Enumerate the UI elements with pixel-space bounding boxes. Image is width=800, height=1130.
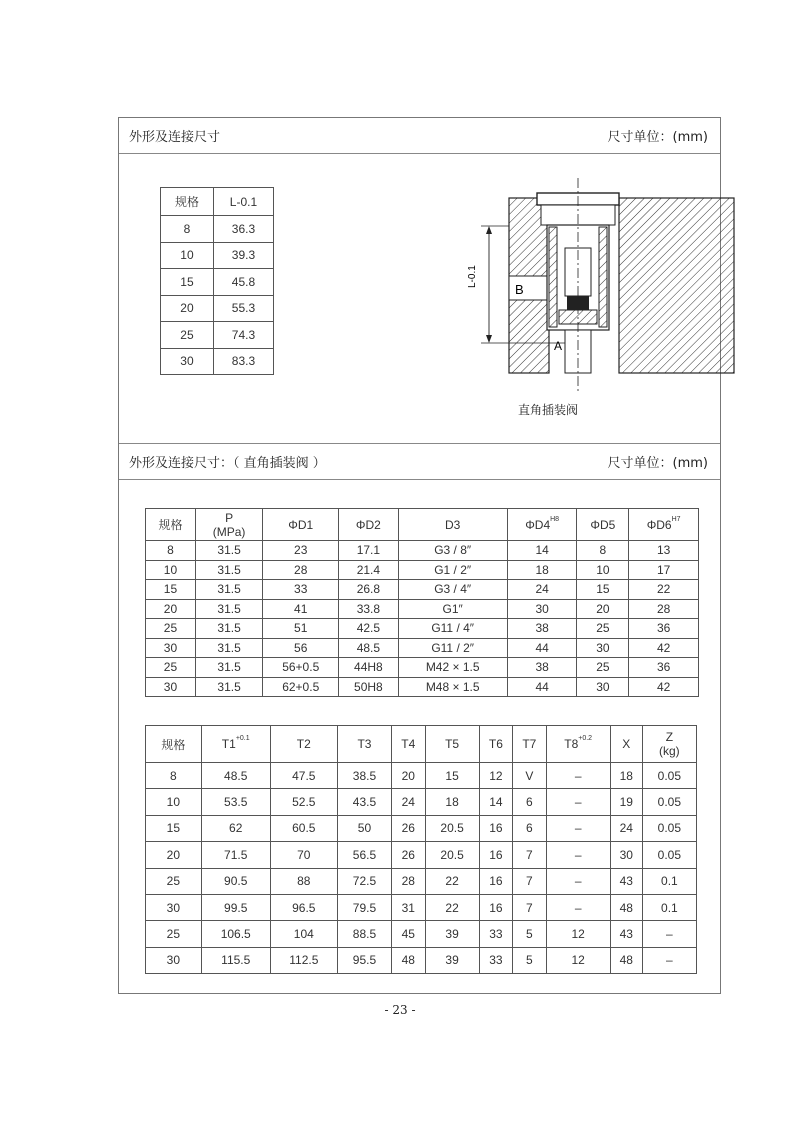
- col-header: D3: [398, 509, 507, 541]
- table-row: [146, 677, 699, 697]
- cell: 50H8: [339, 677, 398, 697]
- cell: 10: [146, 560, 196, 580]
- cell: 16: [479, 894, 512, 920]
- cell: 25: [146, 658, 196, 678]
- cell: G1 / 2″: [398, 560, 507, 580]
- cell: 38: [507, 619, 577, 639]
- cell: –: [546, 842, 610, 868]
- cell: 52.5: [270, 789, 337, 815]
- cell: 10: [161, 242, 214, 269]
- cell: 62+0.5: [263, 677, 339, 697]
- table-row: [146, 658, 699, 678]
- col-header: ΦD5: [577, 509, 629, 541]
- dimension-l-label: L-0.1: [467, 265, 478, 288]
- cell: 24: [507, 580, 577, 600]
- cell: 20: [577, 599, 629, 619]
- cell: 25: [146, 619, 196, 639]
- cell: 20: [146, 599, 196, 619]
- cell: 44H8: [339, 658, 398, 678]
- header-text: ΦD6: [646, 517, 672, 532]
- col-header: T3: [337, 726, 391, 763]
- cell: 30: [161, 348, 214, 375]
- cell: 0.05: [642, 842, 696, 868]
- header-tolerance: +0.2: [578, 735, 593, 742]
- section-title-2: 外形及连接尺寸：（ 直角插装阀 ）: [129, 456, 326, 471]
- cell: 38.5: [337, 763, 391, 789]
- table-row: [146, 599, 699, 619]
- cell: 33.8: [339, 599, 398, 619]
- header-text: T1: [221, 737, 236, 751]
- cell: 36: [629, 619, 699, 639]
- cell: 0.1: [642, 868, 696, 894]
- table-row: [146, 894, 697, 920]
- cell: 15: [577, 580, 629, 600]
- header-text: P: [225, 510, 234, 525]
- cell: 115.5: [201, 947, 270, 973]
- port-b-label: B: [515, 282, 524, 297]
- col-header: T5: [425, 726, 479, 763]
- cell: 33: [479, 921, 512, 947]
- cell: 20: [146, 842, 202, 868]
- unit-label-2: 尺寸单位：(mm): [607, 456, 708, 471]
- cell: 112.5: [270, 947, 337, 973]
- cell: 26: [392, 842, 425, 868]
- cell: 30: [146, 677, 196, 697]
- cell: 31.5: [195, 560, 262, 580]
- cell: G11 / 4″: [398, 619, 507, 639]
- col-header: T6: [479, 726, 512, 763]
- col-header: T7: [513, 726, 546, 763]
- cell: 79.5: [337, 894, 391, 920]
- cell: 22: [629, 580, 699, 600]
- col-header: 规格: [146, 726, 202, 763]
- header-text: ΦD4: [525, 517, 551, 532]
- cell: 22: [425, 868, 479, 894]
- cell: 56.5: [337, 842, 391, 868]
- cell: 25: [577, 619, 629, 639]
- cell: 48: [392, 947, 425, 973]
- cell: 0.05: [642, 815, 696, 841]
- table-row: [146, 868, 697, 894]
- cell: 33: [263, 580, 339, 600]
- cell: 104: [270, 921, 337, 947]
- cell: 25: [161, 322, 214, 349]
- table-row: [161, 216, 274, 243]
- cell: 8: [146, 763, 202, 789]
- table-row: [146, 580, 699, 600]
- cell: 17.1: [339, 541, 398, 561]
- table-row: [146, 638, 699, 658]
- cell: –: [546, 789, 610, 815]
- cell: M42 × 1.5: [398, 658, 507, 678]
- cell: 45: [392, 921, 425, 947]
- cell: –: [546, 894, 610, 920]
- cell: 47.5: [270, 763, 337, 789]
- cell: 12: [546, 921, 610, 947]
- cell: 7: [513, 894, 546, 920]
- page-frame: [118, 117, 721, 994]
- cell: 14: [479, 789, 512, 815]
- cell: 31: [392, 894, 425, 920]
- cell: 26.8: [339, 580, 398, 600]
- cell: 10: [577, 560, 629, 580]
- table-row: [146, 921, 697, 947]
- cell: –: [546, 868, 610, 894]
- header-tolerance: H7: [671, 515, 681, 523]
- cell: 45.8: [213, 269, 273, 296]
- col-header: [195, 509, 262, 541]
- cell: 48.5: [201, 763, 270, 789]
- cell: 39.3: [213, 242, 273, 269]
- cell: 43: [610, 921, 642, 947]
- cell: 31.5: [195, 580, 262, 600]
- cell: 28: [263, 560, 339, 580]
- cell: 99.5: [201, 894, 270, 920]
- header-tolerance: +0.1: [235, 735, 250, 742]
- cell: 30: [507, 599, 577, 619]
- cell: 43.5: [337, 789, 391, 815]
- cell: G1″: [398, 599, 507, 619]
- cell: 51: [263, 619, 339, 639]
- unit-label-1: 尺寸单位：(mm): [607, 130, 708, 145]
- table-row: [146, 789, 697, 815]
- table-row: [161, 269, 274, 296]
- cell: 8: [146, 541, 196, 561]
- cell: 30: [577, 677, 629, 697]
- cell: 0.1: [642, 894, 696, 920]
- header-text: T8: [564, 737, 579, 751]
- cell: 18: [507, 560, 577, 580]
- cell: 70: [270, 842, 337, 868]
- cell: 14: [507, 541, 577, 561]
- cell: 30: [146, 947, 202, 973]
- cell: 23: [263, 541, 339, 561]
- cell: 39: [425, 947, 479, 973]
- cell: 30: [146, 638, 196, 658]
- cell: 72.5: [337, 868, 391, 894]
- cell: 5: [513, 921, 546, 947]
- cell: 96.5: [270, 894, 337, 920]
- cell: 8: [577, 541, 629, 561]
- table-row: [146, 763, 697, 789]
- cell: 24: [610, 815, 642, 841]
- cell: 22: [425, 894, 479, 920]
- table-header-row: [161, 188, 274, 216]
- header-tolerance: H8: [550, 515, 560, 523]
- cell: 10: [146, 789, 202, 815]
- cell: 15: [161, 269, 214, 296]
- cell: 7: [513, 842, 546, 868]
- figure-caption: 直角插装阀: [518, 403, 579, 417]
- cell: 8: [161, 216, 214, 243]
- cell: 31.5: [195, 638, 262, 658]
- cell: 39: [425, 921, 479, 947]
- cell: 28: [392, 868, 425, 894]
- cell: 56+0.5: [263, 658, 339, 678]
- col-header: [546, 726, 610, 763]
- col-header: ΦD2: [339, 509, 398, 541]
- cell: 44: [507, 677, 577, 697]
- cell: 53.5: [201, 789, 270, 815]
- cell: 90.5: [201, 868, 270, 894]
- cell: 24: [392, 789, 425, 815]
- cell: 55.3: [213, 295, 273, 322]
- connection-dimension-table: [145, 508, 699, 697]
- col-header: 规格: [146, 509, 196, 541]
- cell: 56: [263, 638, 339, 658]
- table-row: [161, 348, 274, 375]
- cell: 31.5: [195, 541, 262, 561]
- col-header: [642, 726, 696, 763]
- col-header: [201, 726, 270, 763]
- cell: 5: [513, 947, 546, 973]
- cell: 31.5: [195, 677, 262, 697]
- cell: 0.05: [642, 763, 696, 789]
- cell: 36: [629, 658, 699, 678]
- cell: 18: [610, 763, 642, 789]
- cell: 42.5: [339, 619, 398, 639]
- port-a-label: A: [554, 339, 563, 353]
- cell: 48: [610, 947, 642, 973]
- table-row: [161, 322, 274, 349]
- table-header-row: [146, 726, 697, 763]
- cell: 20: [161, 295, 214, 322]
- cell: 31.5: [195, 599, 262, 619]
- table-row: [146, 947, 697, 973]
- header-text: Z: [665, 730, 674, 744]
- cell: 106.5: [201, 921, 270, 947]
- header-unit: (kg): [659, 744, 680, 758]
- table-row: [161, 295, 274, 322]
- cell: 15: [146, 580, 196, 600]
- cell: 12: [479, 763, 512, 789]
- cell: 15: [146, 815, 202, 841]
- cell: 44: [507, 638, 577, 658]
- cell: 6: [513, 789, 546, 815]
- cell: 13: [629, 541, 699, 561]
- cell: 20.5: [425, 842, 479, 868]
- cell: 0.05: [642, 789, 696, 815]
- cell: 20.5: [425, 815, 479, 841]
- cell: 26: [392, 815, 425, 841]
- col-header: [507, 509, 577, 541]
- col-header: 规格: [161, 188, 214, 216]
- cell: 42: [629, 677, 699, 697]
- cell: M48 × 1.5: [398, 677, 507, 697]
- cell: 43: [610, 868, 642, 894]
- table-row: [161, 242, 274, 269]
- cell: 25: [146, 921, 202, 947]
- cell: 60.5: [270, 815, 337, 841]
- col-header: ΦD1: [263, 509, 339, 541]
- col-header: T4: [392, 726, 425, 763]
- size-length-table: [160, 187, 274, 375]
- cell: 33: [479, 947, 512, 973]
- cell: 25: [146, 868, 202, 894]
- table-row: [146, 842, 697, 868]
- cell: 18: [425, 789, 479, 815]
- cell: 16: [479, 842, 512, 868]
- cell: –: [642, 921, 696, 947]
- cell: 6: [513, 815, 546, 841]
- cell: 36.3: [213, 216, 273, 243]
- cell: G11 / 2″: [398, 638, 507, 658]
- table-row: [146, 560, 699, 580]
- col-header: [629, 509, 699, 541]
- cell: 19: [610, 789, 642, 815]
- thread-dimension-table: [145, 725, 697, 974]
- cell: 12: [546, 947, 610, 973]
- cell: G3 / 8″: [398, 541, 507, 561]
- cell: 28: [629, 599, 699, 619]
- cell: V: [513, 763, 546, 789]
- section-header-2: [119, 443, 720, 480]
- cell: 7: [513, 868, 546, 894]
- section-title-1: 外形及连接尺寸: [129, 130, 221, 145]
- cell: G3 / 4″: [398, 580, 507, 600]
- cell: 30: [146, 894, 202, 920]
- cell: 15: [425, 763, 479, 789]
- cell: 16: [479, 868, 512, 894]
- table-header-row: [146, 509, 699, 541]
- cell: 62: [201, 815, 270, 841]
- cell: 21.4: [339, 560, 398, 580]
- cell: 50: [337, 815, 391, 841]
- cell: –: [642, 947, 696, 973]
- cell: 74.3: [213, 322, 273, 349]
- table-row: [146, 619, 699, 639]
- cell: 31.5: [195, 658, 262, 678]
- cell: 41: [263, 599, 339, 619]
- cell: 20: [392, 763, 425, 789]
- cell: 88: [270, 868, 337, 894]
- table-row: [146, 541, 699, 561]
- section-header-1: [119, 118, 720, 154]
- cell: 17: [629, 560, 699, 580]
- cell: 25: [577, 658, 629, 678]
- page-number: - 23 -: [384, 1003, 416, 1017]
- cell: 42: [629, 638, 699, 658]
- cell: –: [546, 815, 610, 841]
- cell: 83.3: [213, 348, 273, 375]
- cell: 38: [507, 658, 577, 678]
- col-header: T2: [270, 726, 337, 763]
- cell: 71.5: [201, 842, 270, 868]
- cell: 95.5: [337, 947, 391, 973]
- cell: 16: [479, 815, 512, 841]
- cell: 31.5: [195, 619, 262, 639]
- cell: 30: [577, 638, 629, 658]
- header-unit: (MPa): [212, 524, 246, 539]
- cell: 48: [610, 894, 642, 920]
- col-header: L-0.1: [213, 188, 273, 216]
- valve-section-drawing: [469, 178, 749, 398]
- cell: 30: [610, 842, 642, 868]
- table-row: [146, 815, 697, 841]
- col-header: X: [610, 726, 642, 763]
- cell: 88.5: [337, 921, 391, 947]
- cell: –: [546, 763, 610, 789]
- cell: 48.5: [339, 638, 398, 658]
